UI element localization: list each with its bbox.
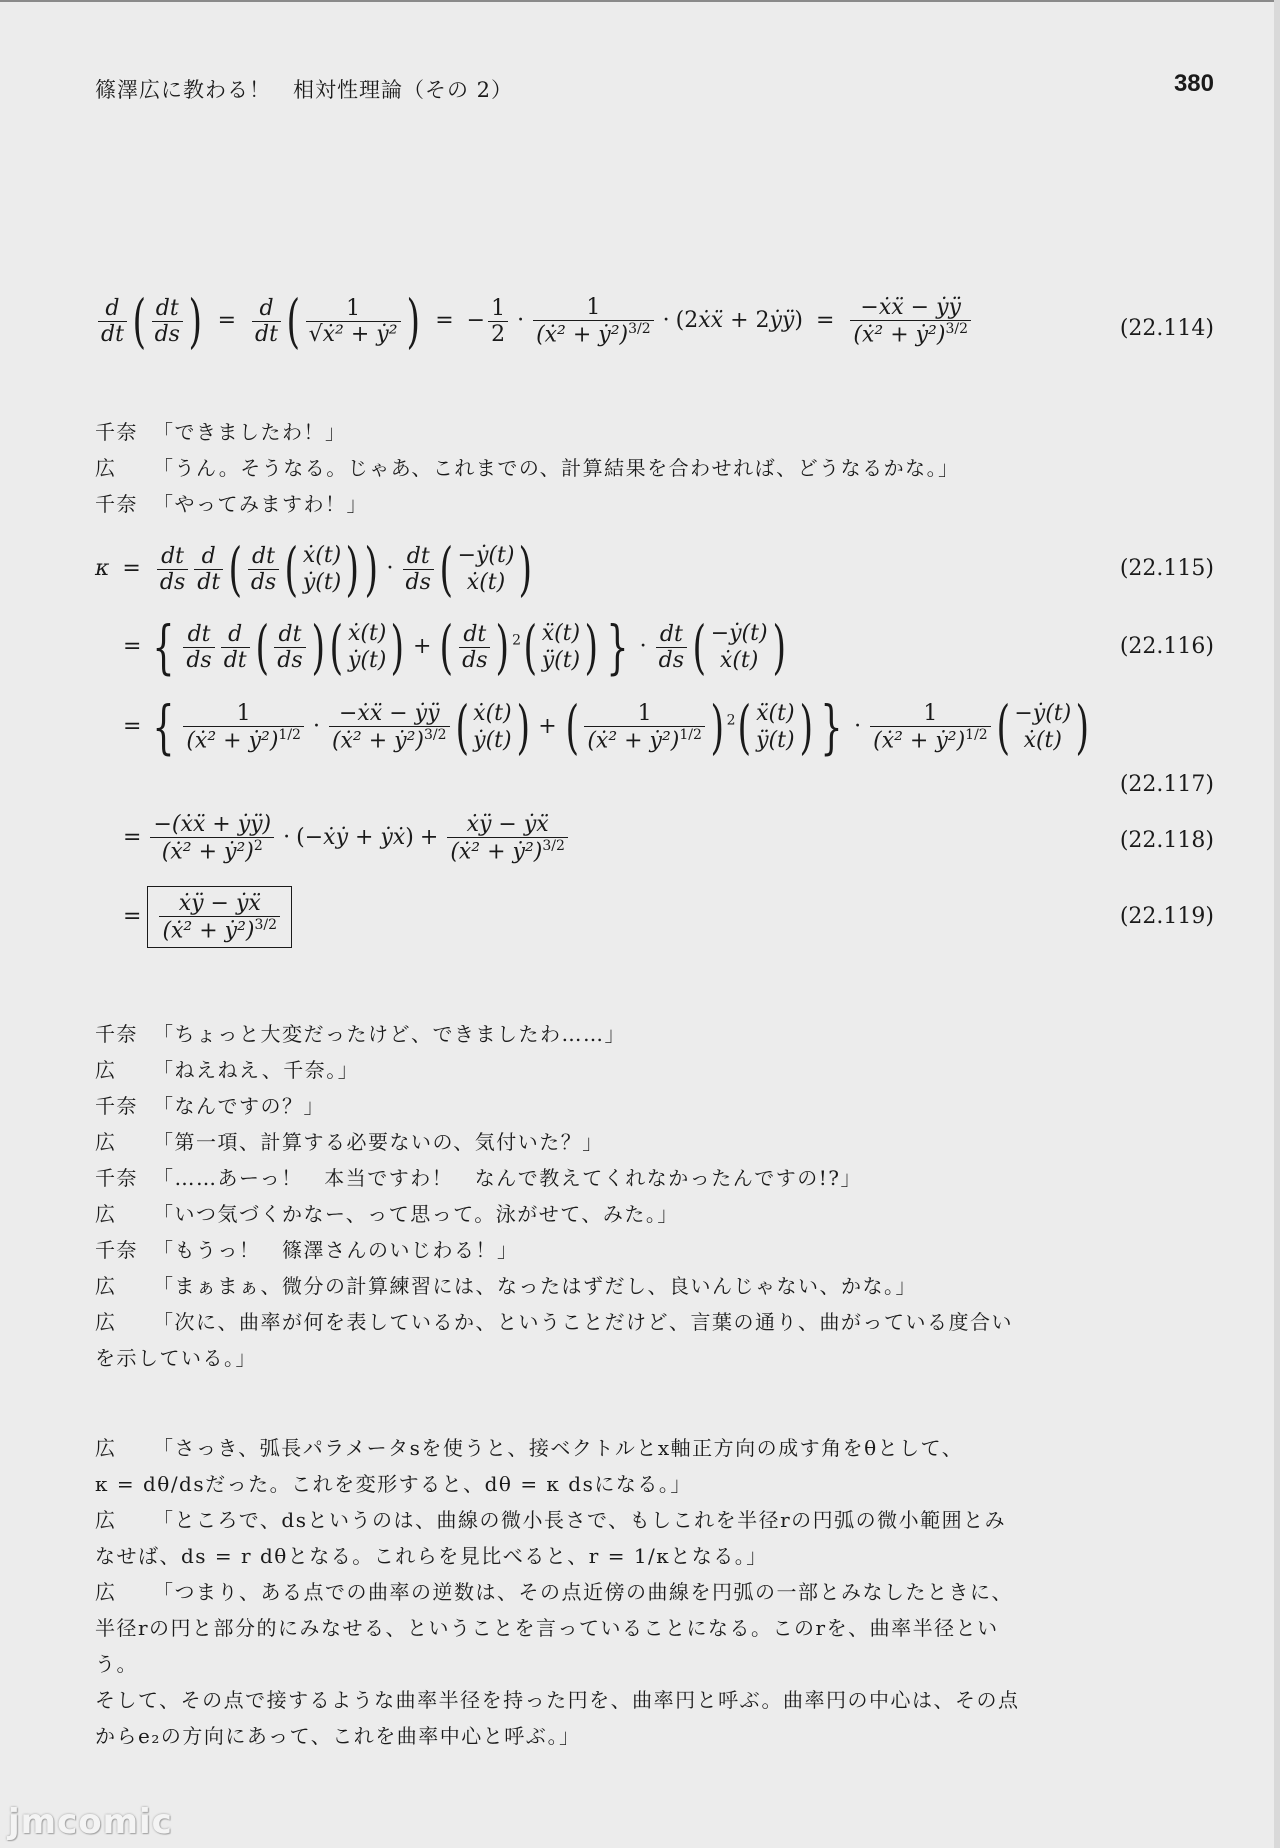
equation-number: (22.116) <box>1119 634 1214 659</box>
dialogue-line <box>95 486 1025 522</box>
speaker: 千奈 <box>95 1094 138 1118</box>
dialogue-continuation: なせば、ds = r dθとなる。これらを見比べると、r = 1/κとなる。」 <box>95 1544 768 1568</box>
top-border <box>0 0 1280 2</box>
dialogue-line <box>95 1574 1025 1610</box>
utterance: 「つまり、ある点での曲率の逆数は、その点近傍の曲線を円弧の一部とみなしたときに、 <box>153 1580 1013 1604</box>
dialogue-continuation: を示している。」 <box>95 1346 257 1370</box>
boxed-result: $\frac{\text{ẋÿ − ẏẍ}}{(ẋ^2 + ẏ^2)^{3/2}}$ <box>147 886 292 948</box>
dialogue-line <box>95 1304 1025 1340</box>
utterance: 「ところで、dsというのは、曲線の微小長さで、もしこれを半径rの円弧の微小範囲とみ <box>153 1508 1007 1532</box>
speaker: 広 <box>95 1310 117 1334</box>
dialogue-block-3 <box>95 1430 1025 1754</box>
speaker: 広 <box>95 1058 117 1082</box>
dialogue-line <box>95 1016 1025 1052</box>
equation-number: (22.115) <box>1119 556 1214 581</box>
speaker: 広 <box>95 1202 117 1226</box>
equation-number: (22.117) <box>1119 772 1214 797</box>
speaker: 千奈 <box>95 1238 138 1262</box>
dialogue-line <box>95 1124 1025 1160</box>
equation-22-117 <box>95 693 1214 802</box>
utterance: 「さっき、弧長パラメータsを使うと、接ベクトルとx軸正方向の成す角をθとして、 <box>153 1436 964 1460</box>
speaker: 千奈 <box>95 1166 138 1190</box>
speaker: 広 <box>95 1508 117 1532</box>
speaker: 千奈 <box>95 1022 138 1046</box>
running-title: 篠澤広に教わる！ 相対性理論（その 2） <box>95 78 514 102</box>
dialogue-line <box>95 1232 1025 1268</box>
dialogue-line <box>95 1502 1025 1538</box>
utterance: 「やってみますわ！」 <box>153 492 368 516</box>
dialogue-line <box>95 1196 1025 1232</box>
utterance: 「うん。そうなる。じゃあ、これまでの、計算結果を合わせれば、どうなるかな。」 <box>153 456 960 480</box>
utterance: 「なんですの？」 <box>153 1094 325 1118</box>
speaker: 広 <box>95 1580 117 1604</box>
dialogue-line <box>95 1268 1025 1304</box>
equation-body: = $\frac{\text{−(ẋẍ + ẏÿ)}}{(ẋ^2 + ẏ^2)^2}$ · (−ẋẏ + ẏẋ) + $\frac{\text{ẋÿ − ẏẍ}}{(ẋ^2 + ẏ^2)^{3/2}}$ <box>117 812 571 864</box>
dialogue-continuation: κ = dθ/dsだった。これを変形すると、dθ = κ dsになる。」 <box>95 1472 692 1496</box>
dialogue-line <box>95 1430 1025 1466</box>
equation-number: (22.118) <box>1119 828 1214 853</box>
dialogue-continuation: そして、その点で接するような曲率半径を持った円を、曲率円と呼ぶ。曲率円の中心は、その点 <box>95 1688 1020 1712</box>
speaker: 広 <box>95 1130 117 1154</box>
equation-body: = { $\frac{1}{(ẋ^2 + ẏ^2)^{1/2}}$ · $\frac{\text{−ẋẍ − ẏÿ}}{(ẋ^2 + ẏ^2)^{3/2}}$ ( ẋ(t) ẏ(t) ) + ( $\frac{1}{(ẋ^2 + ẏ^2)^{1/2}}$ ) $^2$( ẍ(t) ÿ(t) ) } · $\frac{1}{(ẋ^2 + ẏ^2)^{1/2}}$ ( −ẏ(t) ẋ(t) ) <box>123 693 1090 761</box>
watermark-logo: jmcomic <box>8 1802 173 1842</box>
utterance: 「できましたわ！」 <box>153 420 347 444</box>
dialogue-line <box>95 1160 1025 1196</box>
speaker: 千奈 <box>95 420 138 444</box>
utterance: 「ねえねえ、千奈。」 <box>153 1058 360 1082</box>
speaker: 広 <box>95 1274 117 1298</box>
utterance: 「次に、曲率が何を表しているか、ということだけど、言葉の通り、曲がっている度合い <box>153 1310 1013 1334</box>
equation-22-116 <box>95 613 1214 698</box>
dialogue-line <box>95 414 1025 450</box>
equation-22-118 <box>95 812 1214 876</box>
page-number: 380 <box>1173 70 1214 97</box>
page-edge <box>1274 0 1280 1848</box>
dialogue-line <box>95 1052 1025 1088</box>
speaker: 千奈 <box>95 492 138 516</box>
dialogue-line <box>95 450 1025 486</box>
dialogue-block-1 <box>95 414 1025 522</box>
speaker: 広 <box>95 1436 117 1460</box>
utterance: 「いつ気づくかなー、って思って。泳がせて、みた。」 <box>153 1202 679 1226</box>
utterance: 「もうっ！ 篠澤さんのいじわる！」 <box>153 1238 519 1262</box>
equation-body: κ = $\frac{dt}{ds}$ $\frac{d}{dt}$ ( $\frac{dt}{ds}$ ( ẋ(t) ẏ(t) )) · $\frac{dt}{ds}$ ( −ẏ(t) ẋ(t) ) <box>95 535 533 603</box>
utterance: 「……あーっ！ 本当ですわ！ なんで教えてくれなかったんですの!?」 <box>153 1166 862 1190</box>
equation-body: = { $\frac{dt}{ds}$ $\frac{d}{dt}$ ( $\frac{dt}{ds}$ )( ẋ(t) ẏ(t) ) + ( $\frac{dt}{ds}$ ) $^2$( ẍ(t) ÿ(t) ) } · $\frac{dt}{ds}$ ( −ẏ(t) ẋ(t) ) <box>123 613 786 681</box>
equation-22-119 <box>95 886 1214 960</box>
dialogue-continuation: 半径rの円と部分的にみなせる、ということを言っていることになる。このrを、曲率半径という。 <box>95 1616 999 1676</box>
utterance: 「まぁまぁ、微分の計算練習には、なったはずだし、良いんじゃない、かな。」 <box>153 1274 917 1298</box>
equation-number: (22.119) <box>1119 904 1214 929</box>
dialogue-line <box>95 1088 1025 1124</box>
utterance: 「第一項、計算する必要ないの、気付いた？」 <box>153 1130 604 1154</box>
speaker: 広 <box>95 456 117 480</box>
dialogue-block-2 <box>95 1016 1025 1376</box>
equation-22-114 <box>95 287 1214 372</box>
dialogue-continuation: からe₂の方向にあって、これを曲率中心と呼ぶ。」 <box>95 1724 581 1748</box>
equation-number: (22.114) <box>1119 316 1214 341</box>
equation-22-115 <box>95 535 1214 610</box>
equation-body: $\frac{d}{dt}$ ( $\frac{dt}{ds}$ ) = $\frac{d}{dt}$ ( $\frac{1}{\text{√ẋ² + ẏ²}}$ ) = − $\frac{1}{2}$ · $\frac{1}{(ẋ^2 + ẏ^2)^{3/2}}$ · (2ẋẍ + 2ẏÿ) = $\frac{\text{−ẋẍ − ẏÿ}}{(ẋ^2 + ẏ^2)^{3/2}}$ <box>95 292 974 350</box>
equation-body: = $\frac{\text{ẋÿ − ẏẍ}}{(ẋ^2 + ẏ^2)^{3/2}}$ <box>117 886 292 948</box>
utterance: 「ちょっと大変だったけど、できましたわ……」 <box>153 1022 626 1046</box>
